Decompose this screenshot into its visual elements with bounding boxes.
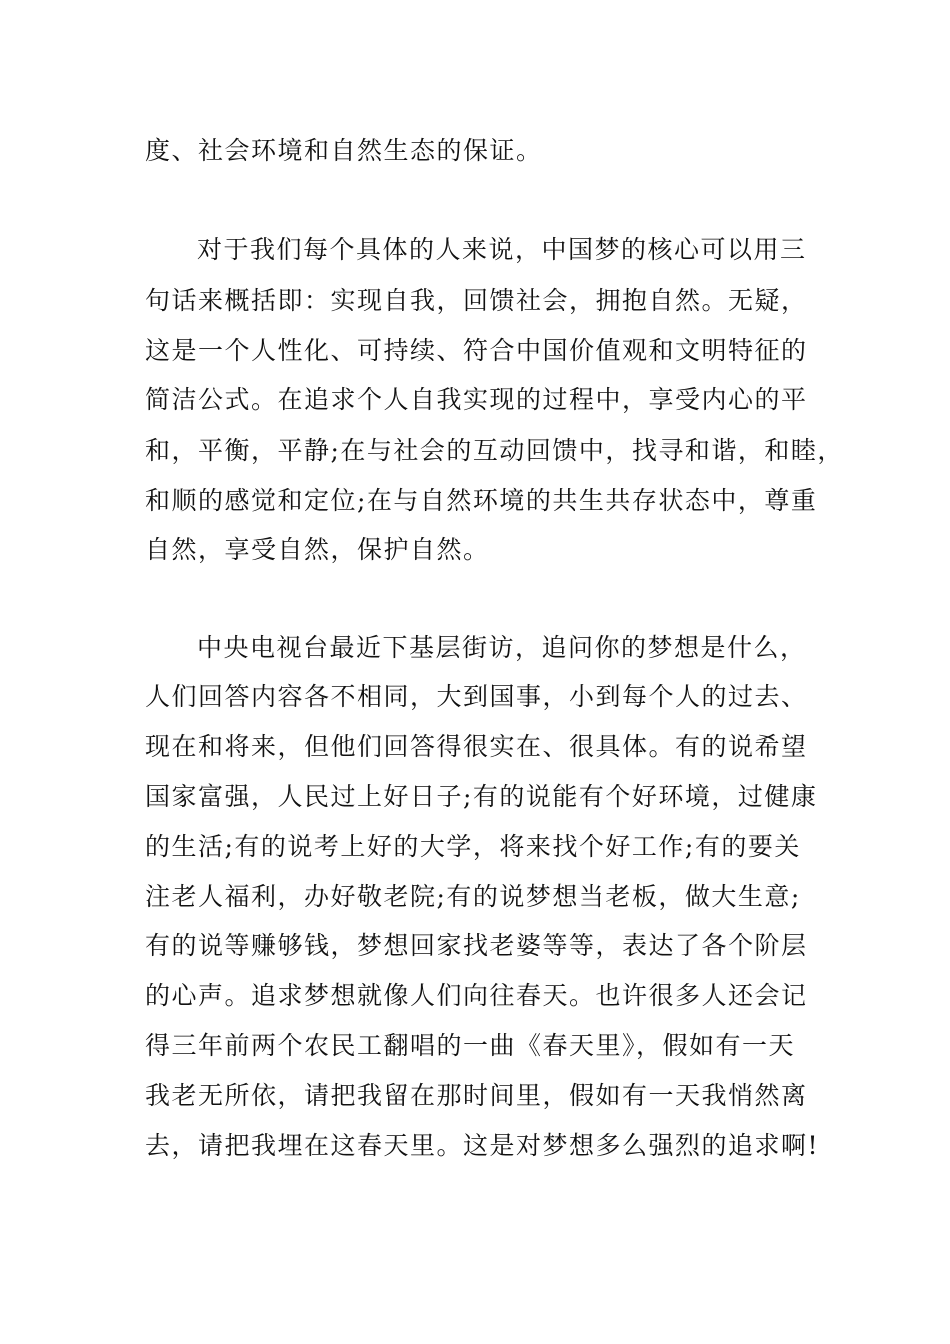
paragraph-2-line-1: 对于我们每个具体的人来说，中国梦的核心可以用三 bbox=[197, 235, 807, 264]
paragraph-3-line-10: 我老无所依，请把我留在那时间里，假如有一天我悄然离 bbox=[145, 1081, 808, 1110]
paragraph-3-line-7: 有的说等赚够钱，梦想回家找老婆等等，表达了各个阶层 bbox=[145, 931, 808, 960]
paragraph-3-line-3: 现在和将来，但他们回答得很实在、很具体。有的说希望 bbox=[145, 732, 808, 761]
paragraph-2-line-2: 句话来概括即：实现自我，回馈社会，拥抱自然。无疑， bbox=[145, 286, 808, 315]
paragraph-2-line-6: 和顺的感觉和定位;在与自然环境的共生共存状态中，尊重 bbox=[145, 486, 818, 515]
paragraph-2-line-5: 和，平衡，平静;在与社会的互动回馈中，找寻和谐，和睦， bbox=[145, 436, 844, 465]
paragraph-2-line-7: 自然，享受自然，保护自然。 bbox=[145, 535, 490, 564]
paragraph-1-line-1: 度、社会环境和自然生态的保证。 bbox=[145, 136, 543, 165]
paragraph-3-line-8: 的心声。追求梦想就像人们向往春天。也许很多人还会记 bbox=[145, 981, 808, 1010]
paragraph-3-line-2: 人们回答内容各不相同，大到国事，小到每个人的过去、 bbox=[145, 682, 808, 711]
paragraph-3-line-5: 的生活;有的说考上好的大学，将来找个好工作;有的要关 bbox=[145, 832, 801, 861]
paragraph-2-line-3: 这是一个人性化、可持续、符合中国价值观和文明特征的 bbox=[145, 336, 808, 365]
paragraph-3-line-11: 去，请把我埋在这春天里。这是对梦想多么强烈的追求啊! bbox=[145, 1131, 820, 1160]
paragraph-2-line-4: 简洁公式。在追求个人自我实现的过程中，享受内心的平 bbox=[145, 385, 808, 414]
paragraph-3-line-6: 注老人福利，办好敬老院;有的说梦想当老板，做大生意; bbox=[145, 882, 801, 911]
paragraph-3-line-4: 国家富强，人民过上好日子;有的说能有个好环境，过健康 bbox=[145, 782, 818, 811]
paragraph-3-line-1: 中央电视台最近下基层街访，追问你的梦想是什么， bbox=[197, 633, 807, 662]
paragraph-3-line-9: 得三年前两个农民工翻唱的一曲《春天里》，假如有一天 bbox=[145, 1031, 796, 1060]
